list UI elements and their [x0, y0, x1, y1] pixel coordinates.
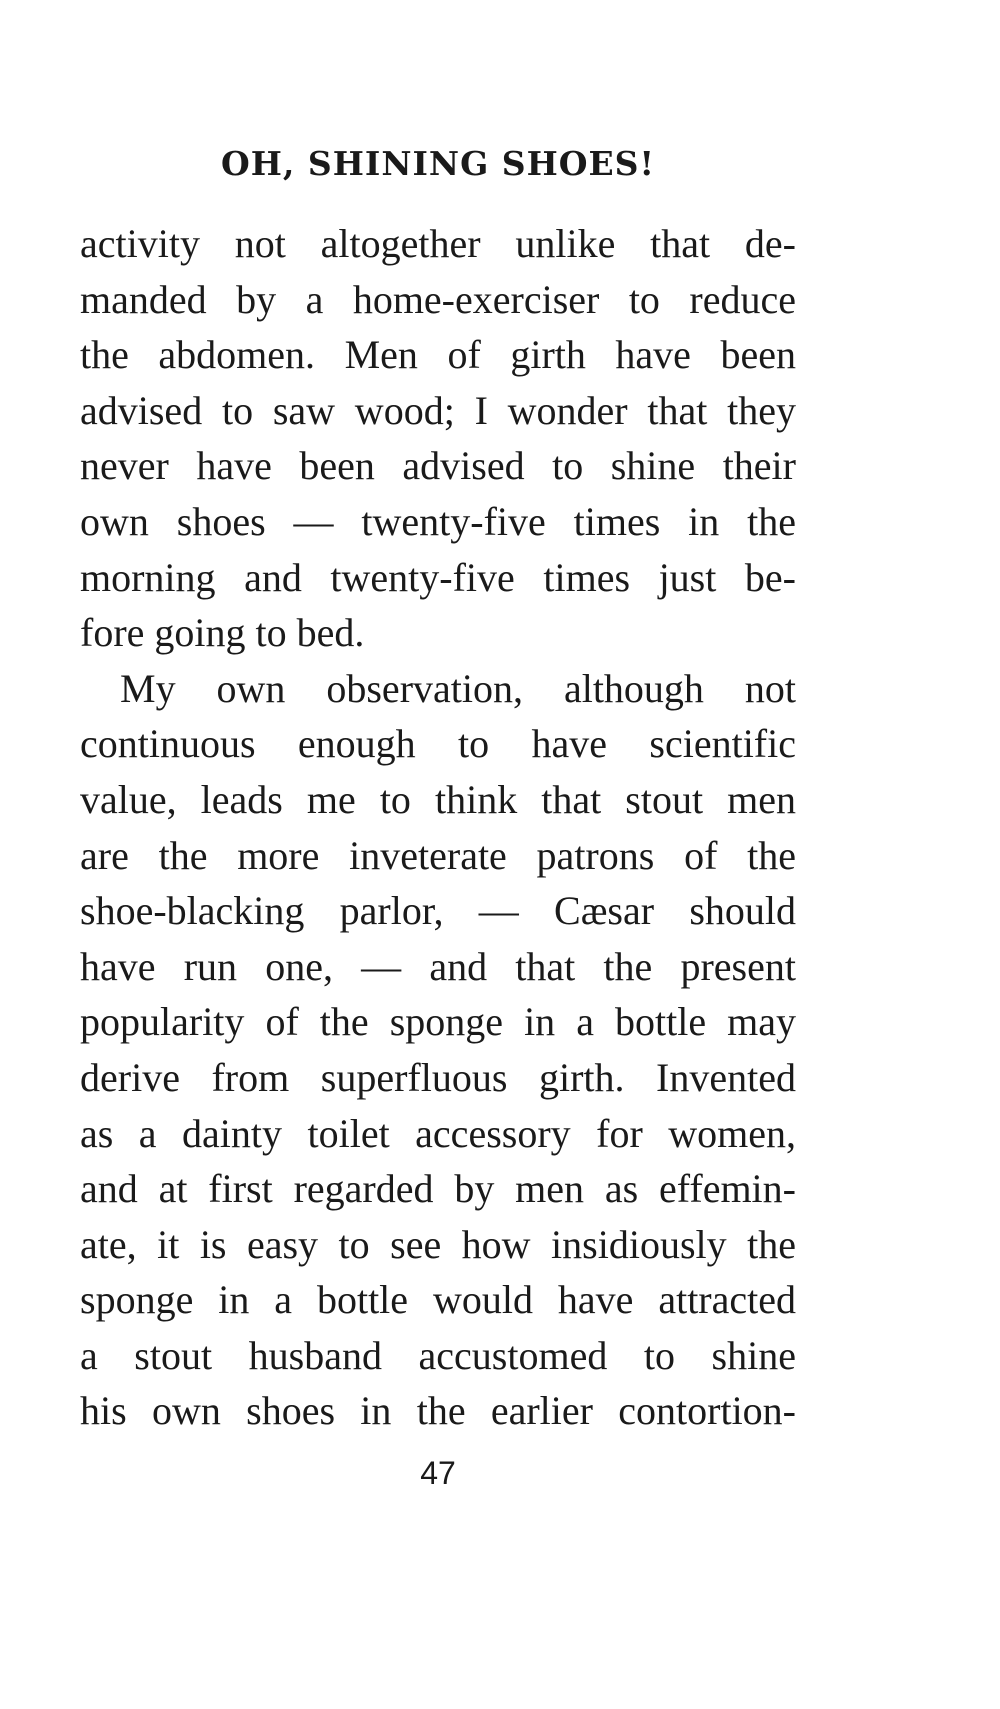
text-line: value, leads me to think that stout men [80, 776, 796, 822]
text-line: his own shoes in the earlier contortion- [80, 1388, 796, 1434]
text-line: are the more inveterate patrons of the [80, 832, 796, 878]
body-text [80, 216, 796, 1439]
text-line: never have been advised to shine their [80, 443, 796, 489]
text-line: fore going to bed. [80, 610, 365, 656]
text-line: the abdomen. Men of girth have been [80, 332, 796, 378]
text-line: My own observation, although not [120, 665, 796, 711]
text-line: manded by a home-exerciser to reduce [80, 276, 796, 322]
text-line: shoe-blacking parlor, — Cæsar should [80, 888, 796, 934]
text-line: as a dainty toilet accessory for women, [80, 1110, 796, 1156]
text-line: derive from superfluous girth. Invented [80, 1054, 796, 1100]
text-line: sponge in a bottle would have attracted [80, 1277, 796, 1323]
running-head: OH, SHINING SHOES! [220, 144, 655, 183]
text-line: activity not altogether unlike that de- [80, 221, 796, 266]
paragraph [80, 216, 796, 661]
page-number: 47 [420, 1455, 456, 1491]
text-line: have run one, — and that the present [80, 943, 796, 989]
text-line: continuous enough to have scientific [80, 721, 796, 767]
text-line: own shoes — twenty-five times in the [80, 498, 796, 544]
paragraph [80, 661, 796, 1439]
text-line: advised to saw wood; I wonder that they [80, 387, 796, 433]
text-line: and at first regarded by men as effemin- [80, 1166, 796, 1212]
text-line: popularity of the sponge in a bottle may [80, 999, 796, 1045]
text-line: a stout husband accustomed to shine [80, 1332, 796, 1378]
text-line: morning and twenty-five times just be- [80, 554, 796, 600]
text-line: ate, it is easy to see how insidiously the [80, 1221, 796, 1267]
